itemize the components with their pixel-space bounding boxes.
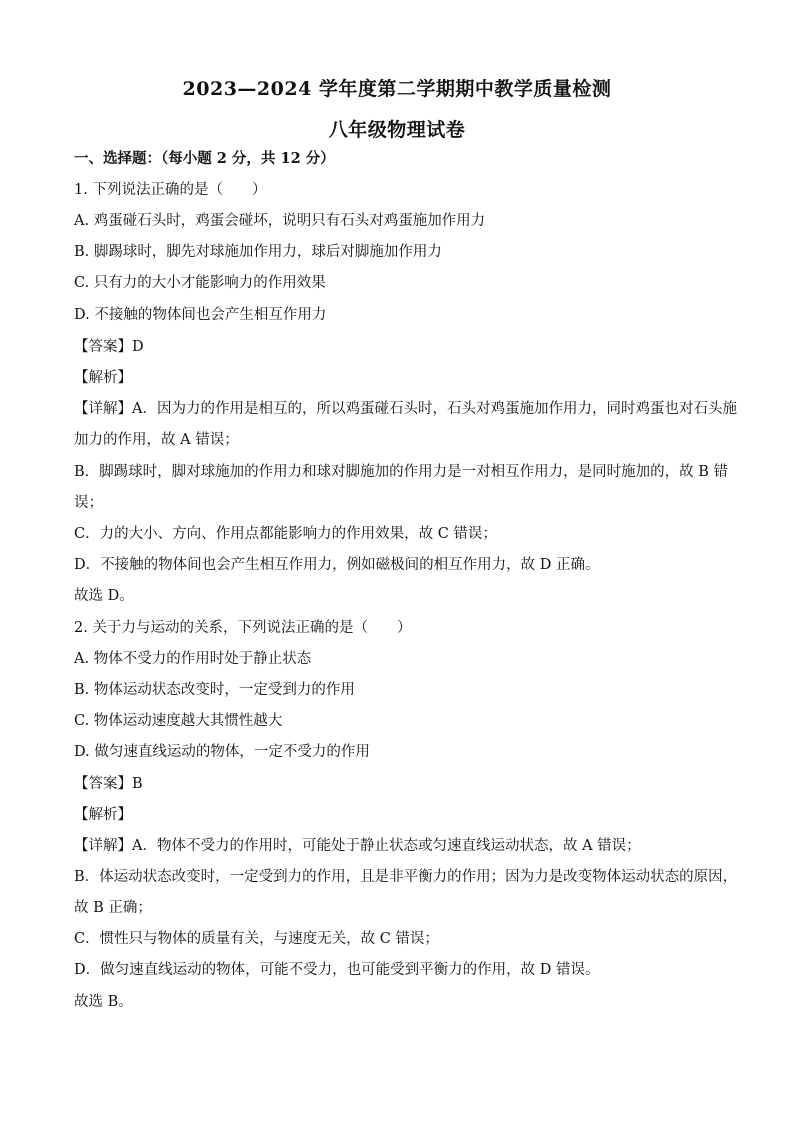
question-2-detail-line: C．惯性只与物体的质量有关，与速度无关，故 C 错误； bbox=[74, 931, 439, 947]
question-2-detail-line: 【详解】A．物体不受力的作用时，可能处于静止状态或匀速直线运动状态，故 A 错误； bbox=[74, 838, 641, 854]
question-2-detail-line: B．体运动状态改变时，一定受到力的作用，且是非平衡力的作用；因为力是改变物体运动状态的原因， bbox=[74, 869, 738, 885]
question-2-detail-line: 故 B 正确； bbox=[74, 900, 152, 916]
question-1-detail-line: D．不接触的物体间也会产生相互作用力，例如磁极间的相互作用力，故 D 正确。 bbox=[74, 557, 600, 573]
question-2-detail-line: D．做匀速直线运动的物体，可能不受力，也可能受到平衡力的作用，故 D 错误。 bbox=[74, 962, 600, 978]
exam-subtitle: 八年级物理试卷 bbox=[328, 119, 466, 141]
question-2-option-c: C. 物体运动速度越大其惯性越大 bbox=[74, 713, 283, 729]
question-1-option-c: C. 只有力的大小才能影响力的作用效果 bbox=[74, 275, 326, 291]
question-1-detail-line: 【详解】A．因为力的作用是相互的，所以鸡蛋碰石头时，石头对鸡蛋施加作用力，同时鸡蛋也对石头施 bbox=[74, 401, 737, 417]
question-1-conclusion: 故选 D。 bbox=[74, 588, 134, 604]
question-1-detail-line: B．脚踢球时，脚对球施加的作用力和球对脚施加的作用力是一对相互作用力，是同时施加的，故 B 错 bbox=[74, 464, 729, 480]
question-2-answer: 【答案】B bbox=[74, 776, 143, 792]
question-1-stem: 1. 下列说法正确的是（ ） bbox=[74, 182, 267, 198]
question-1-detail-line: 加力的作用，故 A 错误； bbox=[74, 432, 239, 448]
question-2-option-b: B. 物体运动状态改变时，一定受到力的作用 bbox=[74, 682, 355, 698]
exam-title: 2023—2024 学年度第二学期期中教学质量检测 bbox=[182, 78, 612, 100]
question-2-stem: 2. 关于力与运动的关系，下列说法正确的是（ ） bbox=[74, 620, 412, 636]
question-2-option-d: D. 做匀速直线运动的物体，一定不受力的作用 bbox=[74, 744, 370, 760]
section-heading: 一、选择题：（每小题 2 分，共 12 分） bbox=[74, 150, 335, 167]
question-1-detail-line: 误； bbox=[74, 495, 103, 511]
question-2-analysis-label: 【解析】 bbox=[74, 807, 132, 823]
question-2-conclusion: 故选 B。 bbox=[74, 994, 133, 1010]
question-1-option-a: A. 鸡蛋碰石头时，鸡蛋会碰坏，说明只有石头对鸡蛋施加作用力 bbox=[74, 213, 486, 229]
question-1-option-b: B. 脚踢球时，脚先对球施加作用力，球后对脚施加作用力 bbox=[74, 244, 442, 260]
question-2-option-a: A. 物体不受力的作用时处于静止状态 bbox=[74, 651, 312, 667]
question-1-option-d: D. 不接触的物体间也会产生相互作用力 bbox=[74, 307, 327, 323]
question-1-detail-line: C．力的大小、方向、作用点都能影响力的作用效果，故 C 错误； bbox=[74, 526, 497, 542]
question-1-analysis-label: 【解析】 bbox=[74, 370, 132, 386]
question-1-answer: 【答案】D bbox=[74, 339, 144, 355]
